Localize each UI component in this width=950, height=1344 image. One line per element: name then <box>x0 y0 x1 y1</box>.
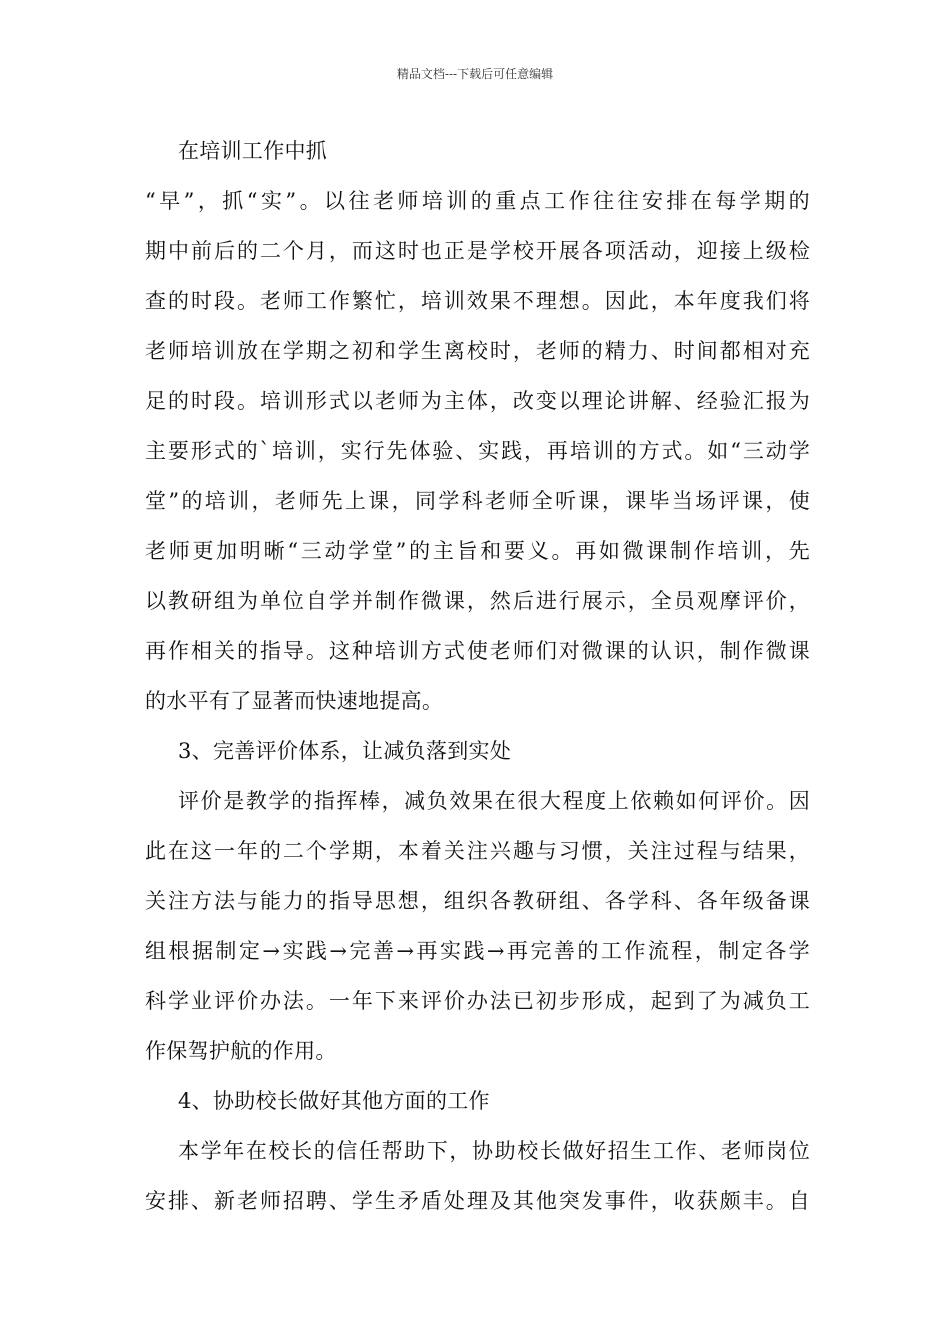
paragraph-line: 足的时段。培训形式以老师为主体，改变以理论讲解、经验汇报为 <box>145 389 810 413</box>
paragraph-line: 科学业评价办法。一年下来评价办法已初步形成，起到了为减负工 <box>145 989 810 1013</box>
paragraph-line: 主要形式的`培训，实行先体验、实践，再培训的方式。如“三动学 <box>145 439 810 463</box>
paragraph-line: 在培训工作中抓 <box>178 139 328 163</box>
paragraph-line: 作保驾护航的作用。 <box>145 1039 337 1063</box>
paragraph-line: 本学年在校长的信任帮助下，协助校长做好招生工作、老师岗位 <box>178 1139 810 1163</box>
section-heading: 4、协助校长做好其他方面的工作 <box>178 1089 490 1113</box>
section-heading: 3、完善评价体系，让减负落到实处 <box>178 739 512 763</box>
paragraph-line: “早”，抓“实”。以往老师培训的重点工作往往安排在每学期的 <box>145 189 810 213</box>
paragraph-line: 再作相关的指导。这种培训方式使老师们对微课的认识，制作微课 <box>145 639 810 663</box>
page-header: 精品文档---下载后可任意编辑 <box>396 67 554 81</box>
paragraph-line: 关注方法与能力的指导思想，组织各教研组、各学科、各年级备课 <box>145 889 810 913</box>
paragraph-line: 的水平有了显著而快速地提高。 <box>145 689 444 713</box>
paragraph-line: 此在这一年的二个学期，本着关注兴趣与习惯，关注过程与结果， <box>145 839 810 863</box>
paragraph-line: 堂”的培训，老师先上课，同学科老师全听课，课毕当场评课，使 <box>145 489 810 513</box>
paragraph-line: 老师培训放在学期之初和学生离校时，老师的精力、时间都相对充 <box>145 339 810 363</box>
paragraph-line: 组根据制定→实践→完善→再实践→再完善的工作流程，制定各学 <box>145 939 810 963</box>
paragraph-line: 评价是教学的指挥棒，减负效果在很大程度上依赖如何评价。因 <box>178 789 810 813</box>
paragraph-line: 以教研组为单位自学并制作微课，然后进行展示，全员观摩评价， <box>145 589 810 613</box>
paragraph-line: 期中前后的二个月，而这时也正是学校开展各项活动，迎接上级检 <box>145 239 810 263</box>
paragraph-line: 老师更加明晰“三动学堂”的主旨和要义。再如微课制作培训，先 <box>145 539 810 563</box>
paragraph-line: 查的时段。老师工作繁忙，培训效果不理想。因此，本年度我们将 <box>145 289 810 313</box>
document-body <box>145 136 810 1236</box>
paragraph-line: 安排、新老师招聘、学生矛盾处理及其他突发事件，收获颇丰。自 <box>145 1189 810 1213</box>
